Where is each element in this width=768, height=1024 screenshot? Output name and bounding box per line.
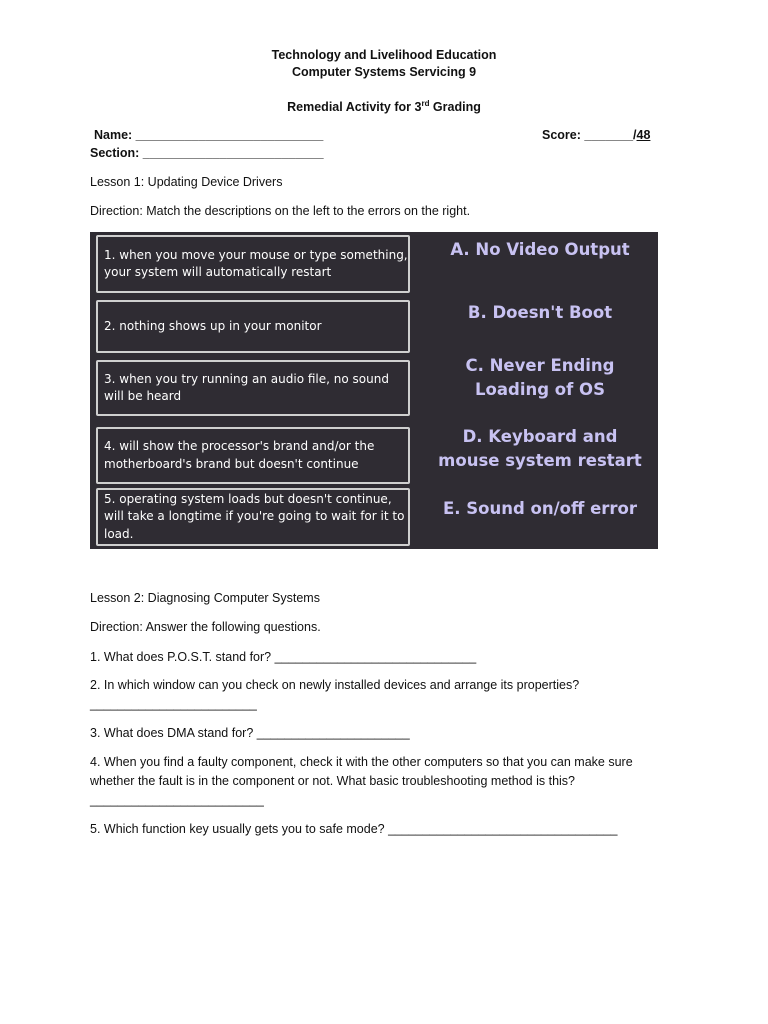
description-item-4: 4. will show the processor's brand and/or the motherboard's brand but doesn't continue — [96, 427, 410, 484]
question-4-line-1: 4. When you find a faulty component, check it with the other computers so that you can make sure — [90, 755, 633, 769]
question-1[interactable]: 1. What does P.O.S.T. stand for? _____________________________ — [90, 650, 477, 664]
activity-title-suffix: Grading — [429, 100, 481, 115]
lesson1-title: Lesson 1: Updating Device Drivers — [90, 175, 283, 189]
lesson1-direction: Direction: Match the descriptions on the left to the errors on the right. — [90, 204, 471, 218]
lesson2-direction: Direction: Answer the following questions. — [90, 620, 321, 634]
error-option-e: E. Sound on/off error — [442, 499, 638, 518]
description-item-1: 1. when you move your mouse or type something, your system will automatically restart — [96, 235, 410, 293]
course-title: Computer Systems Servicing 9 — [291, 65, 477, 79]
activity-title-sup: rd — [421, 99, 430, 108]
score-field[interactable] — [542, 128, 650, 142]
activity-title — [0, 99, 768, 114]
description-item-3: 3. when you try running an audio file, no sound will be heard — [96, 360, 410, 416]
score-label: Score: _______/ — [542, 128, 637, 142]
question-2-line-1: 2. In which window can you check on newly installed devices and arrange its properties? — [90, 678, 580, 692]
description-item-2: 2. nothing shows up in your monitor — [96, 300, 410, 353]
matching-panel — [90, 232, 658, 549]
name-field[interactable]: Name: ___________________________ — [94, 128, 324, 142]
error-option-c: C. Never Ending Loading of OS — [465, 356, 615, 399]
error-option-d: D. Keyboard and mouse system restart — [438, 427, 642, 470]
error-option-a: A. No Video Output — [450, 240, 630, 259]
error-option-b: B. Doesn't Boot — [467, 303, 613, 322]
question-3[interactable]: 3. What does DMA stand for? ______________________ — [90, 726, 410, 740]
subject-title: Technology and Livelihood Education — [271, 48, 497, 62]
question-4-answer[interactable]: _________________________ — [90, 793, 264, 807]
question-2-answer[interactable]: ________________________ — [90, 697, 257, 711]
question-4-line-2: whether the fault is in the component or not. What basic troubleshooting method is this? — [90, 774, 575, 788]
section-field[interactable]: Section: __________________________ — [90, 146, 324, 160]
lesson2-title: Lesson 2: Diagnosing Computer Systems — [90, 591, 320, 605]
score-total: 48 — [636, 128, 651, 142]
description-item-5: 5. operating system loads but doesn't continue, will take a longtime if you're going to wait for it to load. — [96, 488, 410, 546]
question-5[interactable]: 5. Which function key usually gets you to safe mode? _________________________________ — [90, 822, 618, 836]
activity-title-prefix: Remedial Activity for 3 — [287, 100, 422, 115]
